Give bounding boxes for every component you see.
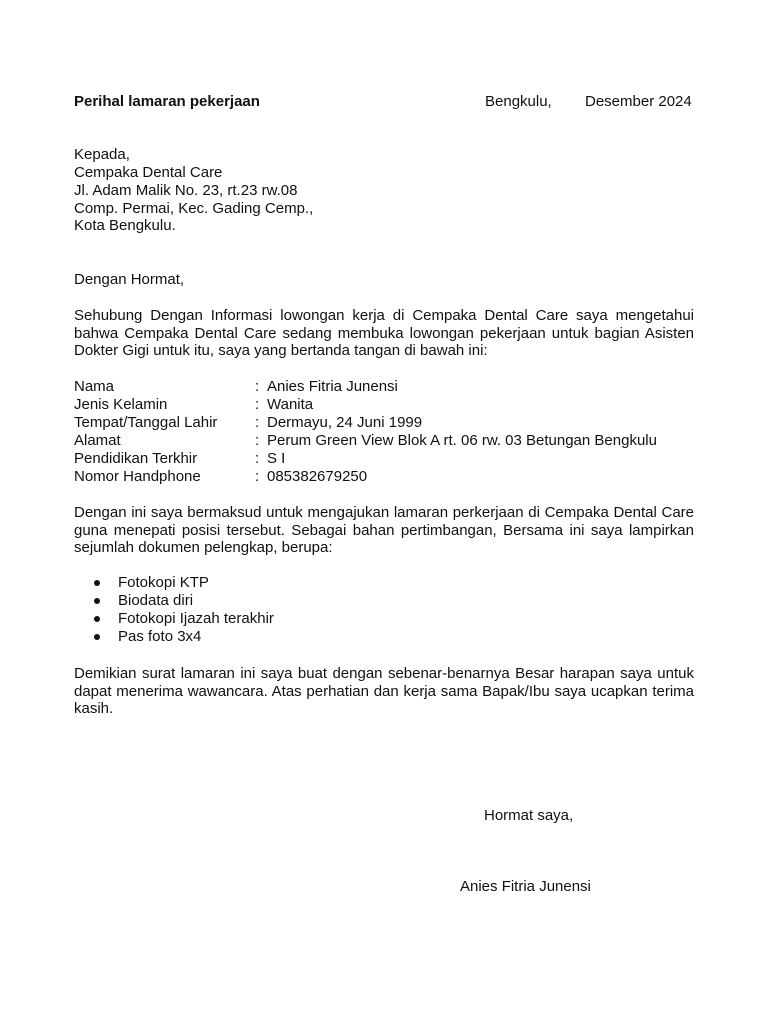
list-item-text: Fotokopi Ijazah terakhir <box>118 610 274 627</box>
bullet-icon <box>94 580 100 586</box>
letter-city: Bengkulu, <box>485 93 552 110</box>
recipient-line: Cempaka Dental Care <box>74 164 223 181</box>
letter-subject: Perihal lamaran pekerjaan <box>74 93 260 110</box>
detail-label: Pendidikan Terkhir <box>74 450 198 467</box>
greeting: Dengan Hormat, <box>74 271 185 288</box>
detail-value: 085382679250 <box>267 468 368 485</box>
detail-label: Tempat/Tanggal Lahir <box>74 414 218 431</box>
letter-date: Desember 2024 <box>585 93 692 110</box>
recipient-line: Jl. Adam Malik No. 23, rt.23 rw.08 <box>74 182 298 199</box>
detail-value: Anies Fitria Junensi <box>267 378 398 395</box>
detail-label: Alamat <box>74 432 121 449</box>
recipient-line: Comp. Permai, Kec. Gading Cemp., <box>74 200 314 217</box>
detail-value: Wanita <box>267 396 314 413</box>
detail-colon: : <box>255 432 260 449</box>
detail-colon: : <box>255 396 260 413</box>
detail-value: Perum Green View Blok A rt. 06 rw. 03 Betungan Bengkulu <box>267 432 657 449</box>
detail-label: Nama <box>74 378 115 395</box>
intro-paragraph: Sehubung Dengan Informasi lowongan kerja di Cempaka Dental Care saya mengetahui bahwa Cempaka Dental Care sedang membuka lowongan pekerjaan untuk bagian Asisten Dokter Gigi untuk itu, saya yang bertanda tangan di bawah ini: <box>74 307 694 360</box>
bullet-icon <box>94 598 100 604</box>
detail-value: Dermayu, 24 Juni 1999 <box>267 414 423 431</box>
detail-colon: : <box>255 414 260 431</box>
recipient-line: Kota Bengkulu. <box>74 217 176 234</box>
detail-colon: : <box>255 468 260 485</box>
closing-paragraph: Demikian surat lamaran ini saya buat dengan sebenar-benarnya Besar harapan saya untuk dapat menerima wawancara. Atas perhatian dan kerja sama Bapak/Ibu saya ucapkan terima kasih. <box>74 665 694 718</box>
detail-colon: : <box>255 378 260 395</box>
detail-value: S I <box>267 450 286 467</box>
bullet-icon <box>94 616 100 622</box>
list-item-text: Pas foto 3x4 <box>118 628 202 645</box>
signer-name: Anies Fitria Junensi <box>460 878 591 895</box>
bullet-icon <box>94 634 100 640</box>
detail-label: Jenis Kelamin <box>74 396 168 413</box>
detail-label: Nomor Handphone <box>74 468 201 485</box>
list-item-text: Fotokopi KTP <box>118 574 209 591</box>
signoff: Hormat saya, <box>484 807 574 824</box>
detail-colon: : <box>255 450 260 467</box>
list-item-text: Biodata diri <box>118 592 194 609</box>
purpose-paragraph: Dengan ini saya bermaksud untuk mengajukan lamaran perkerjaan di Cempaka Dental Care guna menepati posisi tersebut. Sebagai bahan pertimbangan, Bersama ini saya lampirkan sejumlah dokumen pelengkap, berupa: <box>74 504 694 557</box>
recipient-line: Kepada, <box>74 146 130 163</box>
